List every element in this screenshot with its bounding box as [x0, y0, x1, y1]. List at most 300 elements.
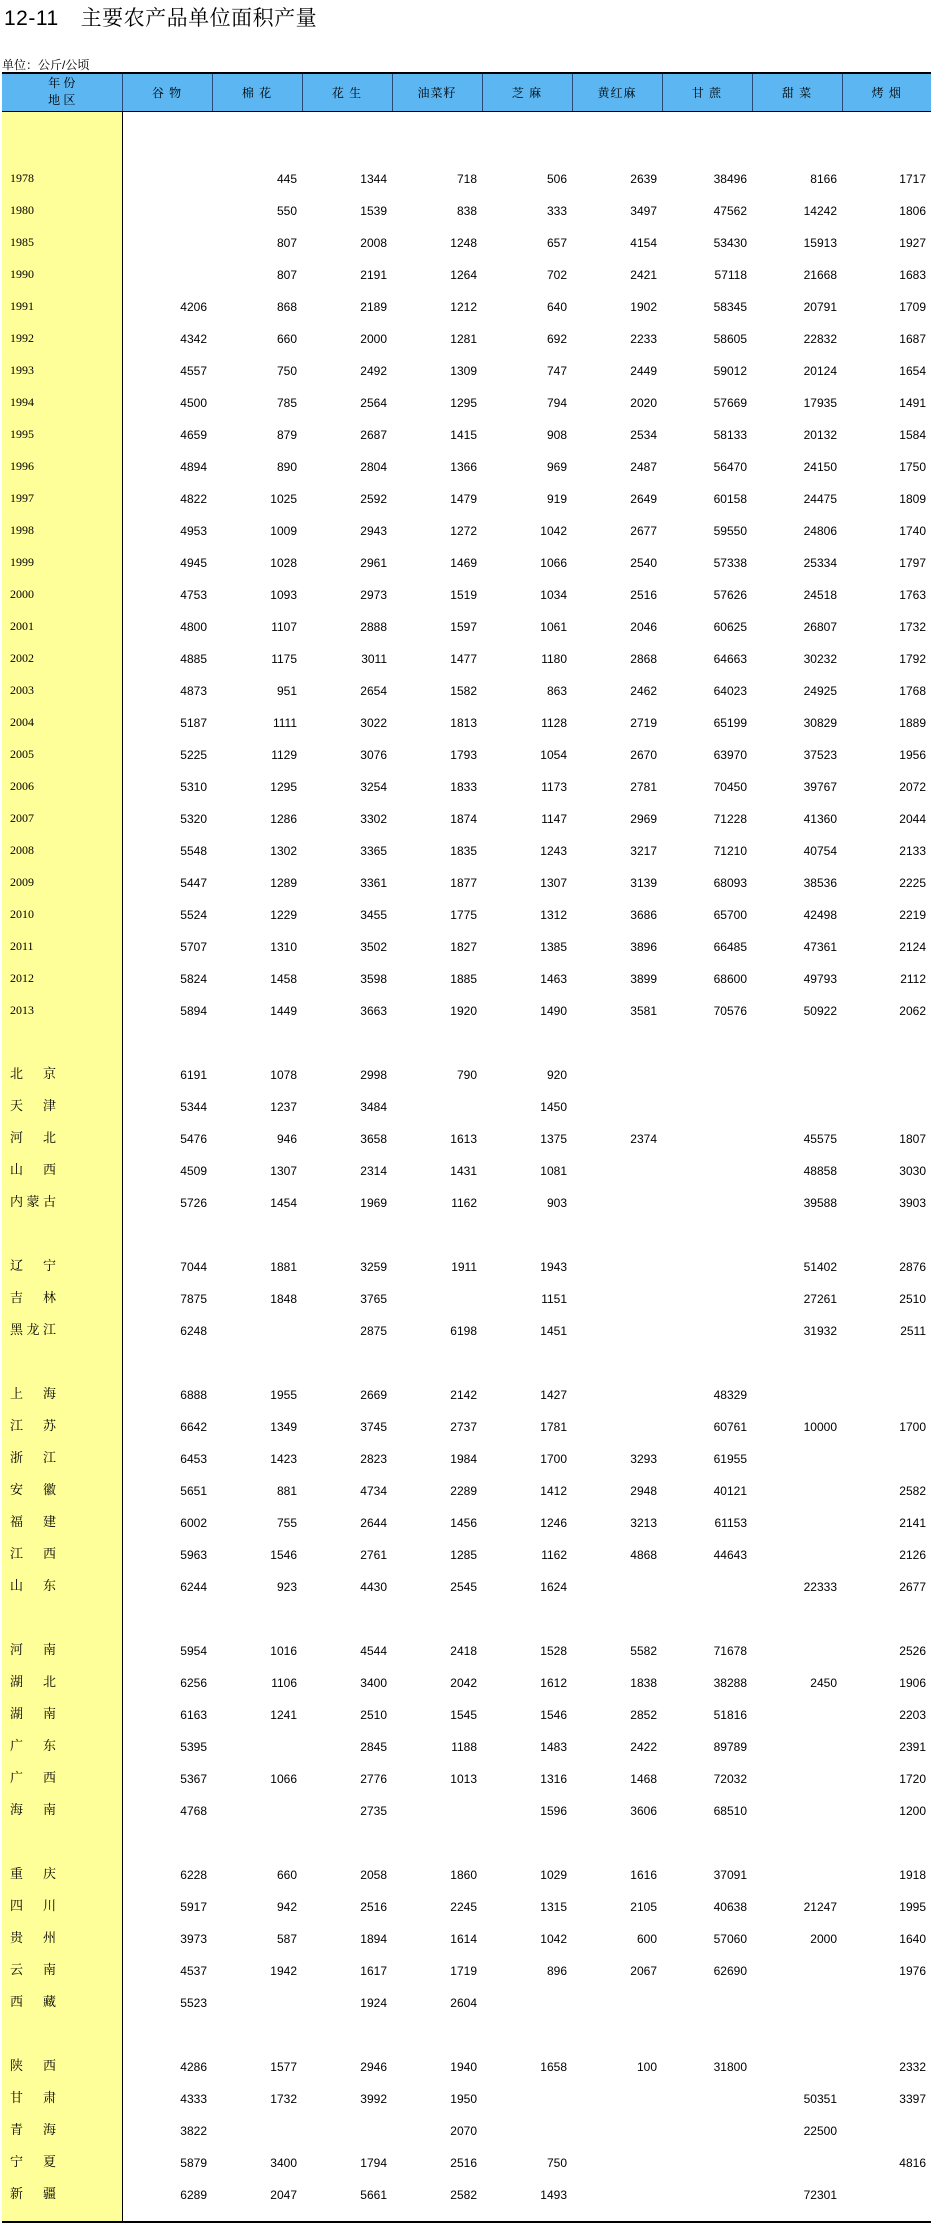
table-cell: 1310: [270, 939, 297, 954]
table-cell: 1151: [541, 1291, 567, 1306]
table-cell: 923: [276, 1579, 297, 1594]
year-label: [2, 158, 122, 190]
table-cell: 3745: [360, 1419, 387, 1434]
region-label: [2, 1534, 122, 1566]
table-cell: 1528: [540, 1643, 567, 1658]
region-label: [2, 2142, 122, 2174]
table-cell: 3302: [360, 811, 387, 826]
table-cell: [572, 2174, 662, 2206]
table-cell: 660: [276, 1867, 297, 1882]
table-cell: 1920: [450, 1003, 477, 1018]
table-cell: 2687: [360, 427, 387, 442]
table-row: [2, 510, 931, 542]
table-cell: 47361: [803, 939, 837, 954]
table-cell: 2876: [899, 1259, 926, 1274]
table-cell: 946: [276, 1131, 297, 1146]
table-cell: 2649: [630, 491, 657, 506]
table-cell: 1984: [450, 1451, 477, 1466]
spacer-cell: [752, 1342, 842, 1374]
table-cell: 7044: [180, 1259, 207, 1274]
table-cell: 40754: [803, 843, 837, 858]
table-cell: 1081: [540, 1163, 567, 1178]
table-cell: [572, 1150, 662, 1182]
table-cell: 942: [276, 1899, 297, 1914]
table-cell: [842, 1054, 931, 1086]
table-cell: 51816: [713, 1707, 747, 1722]
table-cell: 702: [546, 267, 567, 282]
table-cell: [752, 2046, 842, 2078]
table-row: [2, 1470, 931, 1502]
table-cell: [752, 1438, 842, 1470]
table-cell: 1315: [540, 1899, 567, 1914]
table-row: [2, 1886, 931, 1918]
table-cell: [572, 1054, 662, 1086]
stub-spacer: [2, 2206, 122, 2222]
table-cell: 5824: [180, 971, 207, 986]
data-table: [2, 72, 931, 2223]
table-cell: 30829: [803, 715, 837, 730]
year-label: [2, 926, 122, 958]
region-label: [2, 1886, 122, 1918]
table-cell: 2133: [899, 843, 926, 858]
table-cell: 785: [276, 395, 297, 410]
spacer-cell: [842, 2014, 931, 2046]
table-cell: 2418: [450, 1643, 477, 1658]
table-cell: 3397: [899, 2091, 926, 2106]
table-cell: 5476: [180, 1131, 207, 1146]
table-cell: 2781: [630, 779, 657, 794]
table-cell: [212, 1310, 302, 1342]
spacer-cell: [662, 1214, 752, 1246]
region-label: [2, 1918, 122, 1950]
table-cell: 3365: [360, 843, 387, 858]
table-cell: 1775: [450, 907, 477, 922]
spacer-cell: [662, 1598, 752, 1630]
stub-spacer: [2, 1822, 122, 1854]
table-cell: [662, 1118, 752, 1150]
table-cell: 4734: [360, 1483, 387, 1498]
table-cell: 1028: [270, 555, 297, 570]
table-cell: [572, 2110, 662, 2142]
table-cell: 4800: [180, 619, 207, 634]
table-cell: 1827: [450, 939, 477, 954]
table-cell: 2289: [450, 1483, 477, 1498]
spacer-cell: [392, 1022, 482, 1054]
table-cell: 1614: [450, 1931, 477, 1946]
table-cell: 1066: [540, 555, 567, 570]
table-cell: 6453: [180, 1451, 207, 1466]
table-cell: 2044: [899, 811, 926, 826]
table-cell: 38536: [803, 875, 837, 890]
table-cell: 1162: [541, 1547, 567, 1562]
table-cell: 72301: [803, 2187, 837, 2202]
table-row: [2, 1918, 931, 1950]
row-label: 2003: [10, 682, 34, 697]
table-cell: 40638: [713, 1899, 747, 1914]
year-label: [2, 958, 122, 990]
row-label: 1980: [10, 202, 34, 217]
table-row: [2, 1502, 931, 1534]
row-label: 贵州: [10, 1929, 56, 1945]
table-cell: 26807: [803, 619, 837, 634]
table-cell: 2654: [360, 683, 387, 698]
table-cell: 1013: [450, 1771, 477, 1786]
table-cell: 3011: [361, 651, 387, 666]
table-row: [2, 766, 931, 798]
row-label: 四川: [10, 1897, 56, 1913]
table-cell: [752, 1790, 842, 1822]
table-cell: [392, 1278, 482, 1310]
table-row: [2, 1982, 931, 2014]
table-cell: 3502: [360, 939, 387, 954]
table-cell: 3217: [630, 843, 657, 858]
table-cell: 1289: [270, 875, 297, 890]
table-cell: 5548: [180, 843, 207, 858]
table-cell: 71210: [713, 843, 747, 858]
table-cell: 1976: [899, 1963, 926, 1978]
table-cell: 908: [546, 427, 567, 442]
table-cell: 2332: [899, 2059, 926, 2074]
row-label: 新疆: [10, 2185, 56, 2201]
spacer-cell: [572, 1598, 662, 1630]
table-cell: 333: [546, 203, 567, 218]
table-cell: 881: [276, 1483, 297, 1498]
table-cell: 2000: [810, 1931, 837, 1946]
table-row: [2, 702, 931, 734]
table-cell: [482, 1982, 572, 2014]
region-label: [2, 1182, 122, 1214]
table-cell: 2670: [630, 747, 657, 762]
table-cell: 2534: [630, 427, 657, 442]
spacer-cell: [302, 2014, 392, 2046]
table-cell: 2540: [630, 555, 657, 570]
table-row: [2, 574, 931, 606]
spacer-cell: [662, 1022, 752, 1054]
table-cell: 3254: [360, 779, 387, 794]
row-label: 安徽: [10, 1481, 56, 1497]
table-number: 12-11: [4, 7, 59, 30]
table-row: [2, 862, 931, 894]
spacer-cell: [572, 1822, 662, 1854]
table-cell: 1423: [270, 1451, 297, 1466]
table-cell: 21668: [803, 267, 837, 282]
table-cell: 1016: [270, 1643, 297, 1658]
table-row: [2, 830, 931, 862]
spacer-cell: [122, 2014, 212, 2046]
spacer-cell: [572, 1214, 662, 1246]
table-cell: 1995: [899, 1899, 926, 1914]
table-cell: 21247: [803, 1899, 837, 1914]
table-cell: 1241: [270, 1707, 297, 1722]
spacer-cell: [212, 111, 302, 158]
spacer-row: [2, 1822, 931, 1854]
table-cell: 2943: [360, 523, 387, 538]
year-label: [2, 542, 122, 574]
table-row: [2, 1182, 931, 1214]
table-cell: 1813: [450, 715, 477, 730]
region-label: [2, 1726, 122, 1758]
table-cell: 1451: [540, 1323, 567, 1338]
row-label: 湖南: [10, 1705, 56, 1721]
table-cell: 890: [276, 459, 297, 474]
table-cell: 58133: [713, 427, 747, 442]
table-cell: 4894: [180, 459, 207, 474]
table-cell: 1546: [270, 1547, 297, 1562]
table-cell: 2020: [630, 395, 657, 410]
table-row: [2, 382, 931, 414]
table-cell: 2961: [360, 555, 387, 570]
table-cell: 3581: [630, 1003, 657, 1018]
table-cell: 2969: [630, 811, 657, 826]
table-row: [2, 414, 931, 446]
table-cell: 2868: [630, 651, 657, 666]
table-body: [2, 111, 931, 2222]
table-cell: 3400: [270, 2155, 297, 2170]
table-cell: [662, 2110, 752, 2142]
row-label: 重庆: [10, 1865, 56, 1881]
row-label: 2012: [10, 970, 34, 985]
table-cell: 1295: [270, 779, 297, 794]
table-cell: 1034: [540, 587, 567, 602]
table-cell: [482, 2110, 572, 2142]
table-cell: 37091: [713, 1867, 747, 1882]
row-label: 2010: [10, 906, 34, 921]
table-cell: 6244: [180, 1579, 207, 1594]
row-label: 江苏: [10, 1417, 56, 1433]
spacer-cell: [302, 111, 392, 158]
table-cell: 1385: [540, 939, 567, 954]
region-label: [2, 1950, 122, 1982]
table-cell: [572, 1374, 662, 1406]
table-cell: 5310: [180, 779, 207, 794]
stub-spacer: [2, 1342, 122, 1374]
table-cell: 1924: [360, 1995, 387, 2010]
table-cell: 6002: [180, 1515, 207, 1530]
row-label: 福建: [10, 1513, 56, 1529]
table-cell: [392, 1086, 482, 1118]
table-cell: 47562: [713, 203, 747, 218]
table-cell: 5344: [180, 1099, 207, 1114]
table-cell: 1809: [899, 491, 926, 506]
row-label: 1992: [10, 330, 34, 345]
table-cell: 2058: [360, 1867, 387, 1882]
table-cell: 3484: [360, 1099, 387, 1114]
table-cell: [212, 1790, 302, 1822]
table-cell: 2592: [360, 491, 387, 506]
table-cell: 2462: [630, 683, 657, 698]
table-cell: 3658: [360, 1131, 387, 1146]
unit-label: 单位：公斤/公顷: [2, 58, 90, 72]
stub-header: [2, 73, 122, 111]
table-cell: 1794: [360, 2155, 387, 2170]
spacer-cell: [212, 1022, 302, 1054]
spacer-row: [2, 2014, 931, 2046]
region-label: [2, 1118, 122, 1150]
table-cell: 1911: [451, 1259, 477, 1274]
spacer-cell: [752, 1822, 842, 1854]
table-cell: 1246: [540, 1515, 567, 1530]
table-cell: 1597: [450, 619, 477, 634]
table-cell: 4945: [180, 555, 207, 570]
table-row: [2, 446, 931, 478]
table-cell: 1700: [540, 1451, 567, 1466]
row-label: 1997: [10, 490, 34, 505]
column-header: 甜 菜: [752, 73, 842, 111]
table-cell: 1066: [270, 1771, 297, 1786]
table-cell: 692: [546, 331, 567, 346]
table-cell: 1243: [540, 843, 567, 858]
table-cell: 445: [276, 171, 297, 186]
spacer-cell: [392, 1598, 482, 1630]
row-label: 2005: [10, 746, 34, 761]
spacer-cell: [212, 1598, 302, 1630]
table-cell: 2946: [360, 2059, 387, 2074]
table-cell: 2510: [899, 1291, 926, 1306]
region-label: [2, 2110, 122, 2142]
spacer-cell: [662, 1342, 752, 1374]
table-cell: 5879: [180, 2155, 207, 2170]
table-cell: 2677: [899, 1579, 926, 1594]
table-cell: 6256: [180, 1675, 207, 1690]
table-row: [2, 190, 931, 222]
spacer-cell: [752, 1214, 842, 1246]
table-cell: 1281: [450, 331, 477, 346]
table-cell: 66485: [713, 939, 747, 954]
table-cell: 1316: [540, 1771, 567, 1786]
stub-header-region: 地 区: [48, 93, 76, 108]
table-cell: 1624: [540, 1579, 567, 1594]
table-cell: 5524: [180, 907, 207, 922]
table-cell: 1616: [630, 1867, 657, 1882]
table-cell: 39588: [803, 1195, 837, 1210]
table-cell: 5225: [180, 747, 207, 762]
year-label: [2, 734, 122, 766]
table-cell: 3030: [899, 1163, 926, 1178]
table-cell: 1264: [450, 267, 477, 282]
table-cell: 1312: [540, 907, 567, 922]
table-cell: 24475: [803, 491, 837, 506]
table-cell: 56470: [713, 459, 747, 474]
table-cell: 64023: [713, 683, 747, 698]
table-cell: [842, 1374, 931, 1406]
table-cell: 863: [546, 683, 567, 698]
region-label: [2, 1982, 122, 2014]
spacer-cell: [482, 1598, 572, 1630]
spacer-cell: [662, 111, 752, 158]
table-cell: 1106: [271, 1675, 297, 1690]
table-cell: 65199: [713, 715, 747, 730]
table-cell: 1412: [540, 1483, 567, 1498]
row-label: 1996: [10, 458, 34, 473]
column-header: 烤 烟: [842, 73, 931, 111]
table-cell: 4753: [180, 587, 207, 602]
row-label: 2009: [10, 874, 34, 889]
table-cell: 2516: [450, 2155, 477, 2170]
table-row: [2, 254, 931, 286]
table-cell: 61955: [713, 1451, 747, 1466]
region-label: [2, 1150, 122, 1182]
table-cell: 1717: [899, 171, 926, 186]
table-cell: 1781: [540, 1419, 567, 1434]
year-label: [2, 222, 122, 254]
table-cell: 68510: [713, 1803, 747, 1818]
table-row: [2, 2110, 931, 2142]
table-row: [2, 542, 931, 574]
spacer-cell: [122, 2206, 212, 2222]
table-cell: 57060: [713, 1931, 747, 1946]
table-cell: 6163: [180, 1707, 207, 1722]
table-cell: 3822: [180, 2123, 207, 2138]
region-label: [2, 1758, 122, 1790]
table-cell: 59012: [713, 363, 747, 378]
region-label: [2, 1694, 122, 1726]
table-cell: 72032: [713, 1771, 747, 1786]
table-cell: [122, 190, 212, 222]
table-cell: 7875: [180, 1291, 207, 1306]
stub-spacer: [2, 1598, 122, 1630]
table-cell: 903: [546, 1195, 567, 1210]
row-label: 1990: [10, 266, 34, 281]
row-label: 2011: [10, 938, 34, 953]
table-cell: 2245: [450, 1899, 477, 1914]
table-cell: 5963: [180, 1547, 207, 1562]
table-cell: [572, 1406, 662, 1438]
row-label: 河北: [10, 1129, 56, 1145]
spacer-cell: [302, 1022, 392, 1054]
table-cell: 22500: [803, 2123, 837, 2138]
table-cell: 1173: [541, 779, 567, 794]
table-cell: [662, 1982, 752, 2014]
table-cell: [662, 1278, 752, 1310]
table-cell: [842, 1086, 931, 1118]
table-cell: 6642: [180, 1419, 207, 1434]
column-header: 谷 物: [122, 73, 212, 111]
spacer-cell: [842, 111, 931, 158]
table-cell: 1042: [540, 1931, 567, 1946]
spacer-cell: [842, 1214, 931, 1246]
table-row: [2, 1566, 931, 1598]
table-cell: 1797: [899, 555, 926, 570]
table-cell: 2189: [360, 299, 387, 314]
table-cell: 42498: [803, 907, 837, 922]
table-row: [2, 318, 931, 350]
table-row: [2, 1054, 931, 1086]
table-cell: 969: [546, 459, 567, 474]
region-label: [2, 2174, 122, 2206]
year-label: [2, 798, 122, 830]
table-cell: 1147: [541, 811, 567, 826]
table-cell: 2067: [630, 1963, 657, 1978]
table-cell: 1175: [271, 651, 297, 666]
table-cell: 3765: [360, 1291, 387, 1306]
table-cell: 68600: [713, 971, 747, 986]
table-cell: 838: [456, 203, 477, 218]
table-cell: 30232: [803, 651, 837, 666]
table-cell: 2677: [630, 523, 657, 538]
spacer-cell: [212, 1214, 302, 1246]
year-label: [2, 606, 122, 638]
table-cell: 1229: [270, 907, 297, 922]
table-cell: 1848: [270, 1291, 297, 1306]
table-cell: 1375: [540, 1131, 567, 1146]
row-label: 内蒙古: [10, 1193, 56, 1209]
table-cell: 2564: [360, 395, 387, 410]
table-cell: 3598: [360, 971, 387, 986]
spacer-cell: [392, 1342, 482, 1374]
table-row: [2, 1534, 931, 1566]
spacer-cell: [842, 1822, 931, 1854]
table-cell: 1128: [541, 715, 567, 730]
